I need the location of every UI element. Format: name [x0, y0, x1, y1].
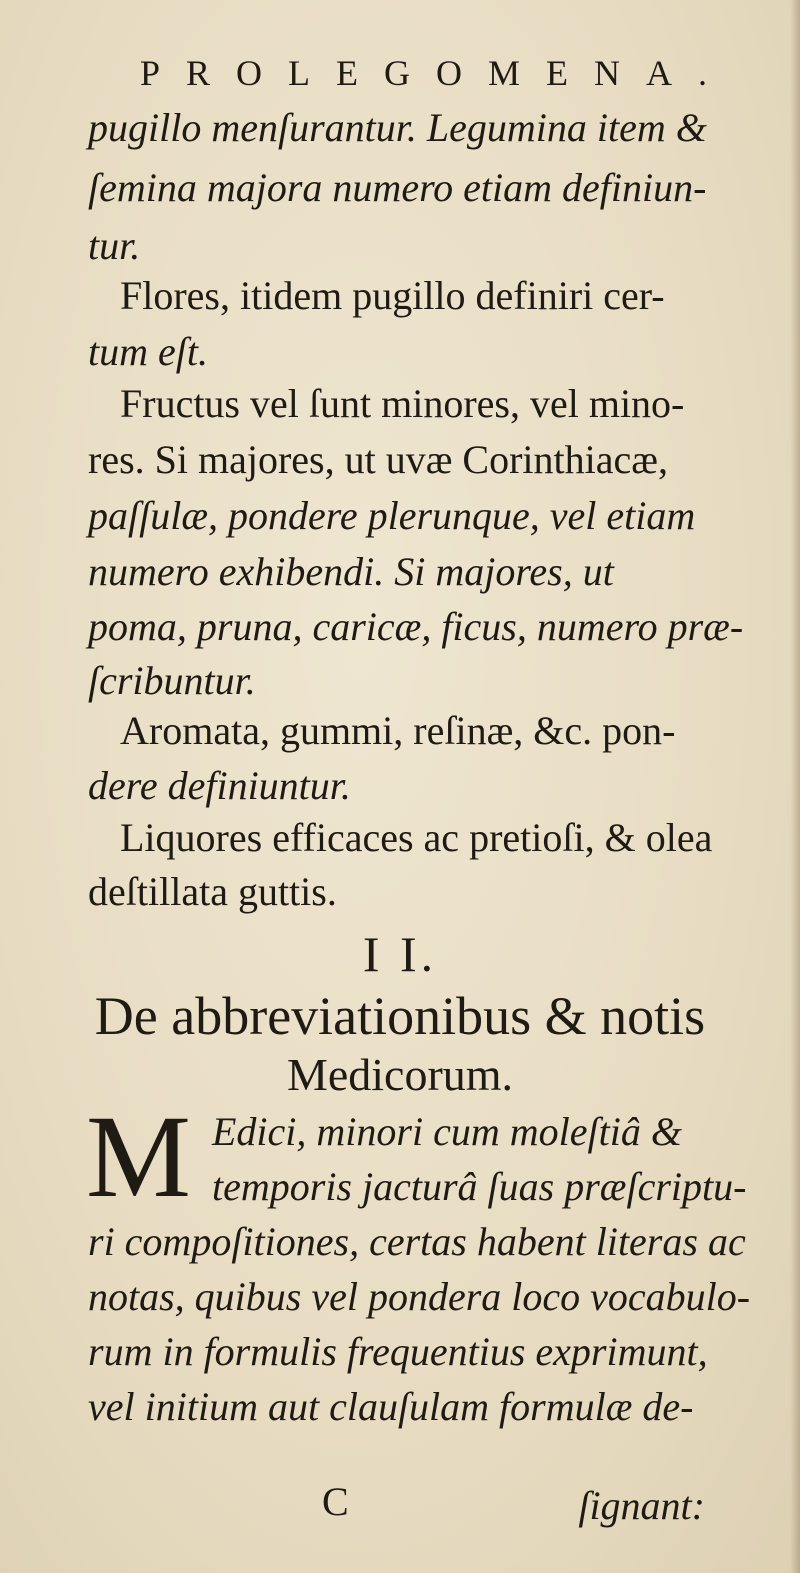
- signature-mark: C: [322, 1479, 349, 1524]
- running-header: PROLEGOMENA.: [140, 53, 734, 93]
- text-line: ſcribuntur.: [88, 658, 256, 703]
- text-line: Aromata, gummi, reſinæ, &c. pon-: [120, 708, 676, 753]
- section-title: De abbreviationibus & notis: [94, 986, 706, 1046]
- catchword: ſignant:: [578, 1483, 705, 1528]
- text-line: dere definiuntur.: [88, 763, 351, 808]
- text-line: pugillo menſurantur. Legumina item &: [88, 105, 707, 150]
- text-line: deſtillata guttis.: [88, 869, 337, 914]
- section-number: I I.: [362, 926, 438, 982]
- text-line: poma, pruna, caricæ, ficus, numero præ-: [88, 604, 744, 649]
- drop-cap: M: [86, 1091, 191, 1222]
- text-line: paſſulæ, pondere plerunque, vel etiam: [88, 493, 696, 538]
- text-line: res. Si majores, ut uvæ Corinthiacæ,: [88, 437, 668, 482]
- text-line: tum eſt.: [88, 329, 208, 374]
- text-line: tur.: [88, 223, 141, 268]
- text-line: Liquores efficaces ac pretioſi, & olea: [120, 815, 713, 860]
- text-line: ri compoſitiones, certas habent literas ac: [88, 1219, 746, 1264]
- text-line: Edici, minori cum moleſtiâ &: [212, 1109, 682, 1154]
- text-line: rum in formulis frequentius exprimunt,: [88, 1329, 708, 1374]
- text-line: numero exhibendi. Si majores, ut: [88, 549, 614, 594]
- text-line: notas, quibus vel pondera loco vocabulo-: [88, 1274, 751, 1319]
- text-line: ſemina majora numero etiam definiun-: [88, 165, 707, 210]
- section-subtitle: Medicorum.: [286, 1049, 514, 1100]
- text-line: vel initium aut clauſulam formulæ de-: [88, 1384, 694, 1429]
- text-line: Flores, itidem pugillo definiri cer-: [120, 273, 665, 318]
- text-line: temporis jacturâ ſuas præſcriptu-: [212, 1164, 747, 1209]
- text-line: Fructus vel ſunt minores, vel mino-: [120, 381, 685, 426]
